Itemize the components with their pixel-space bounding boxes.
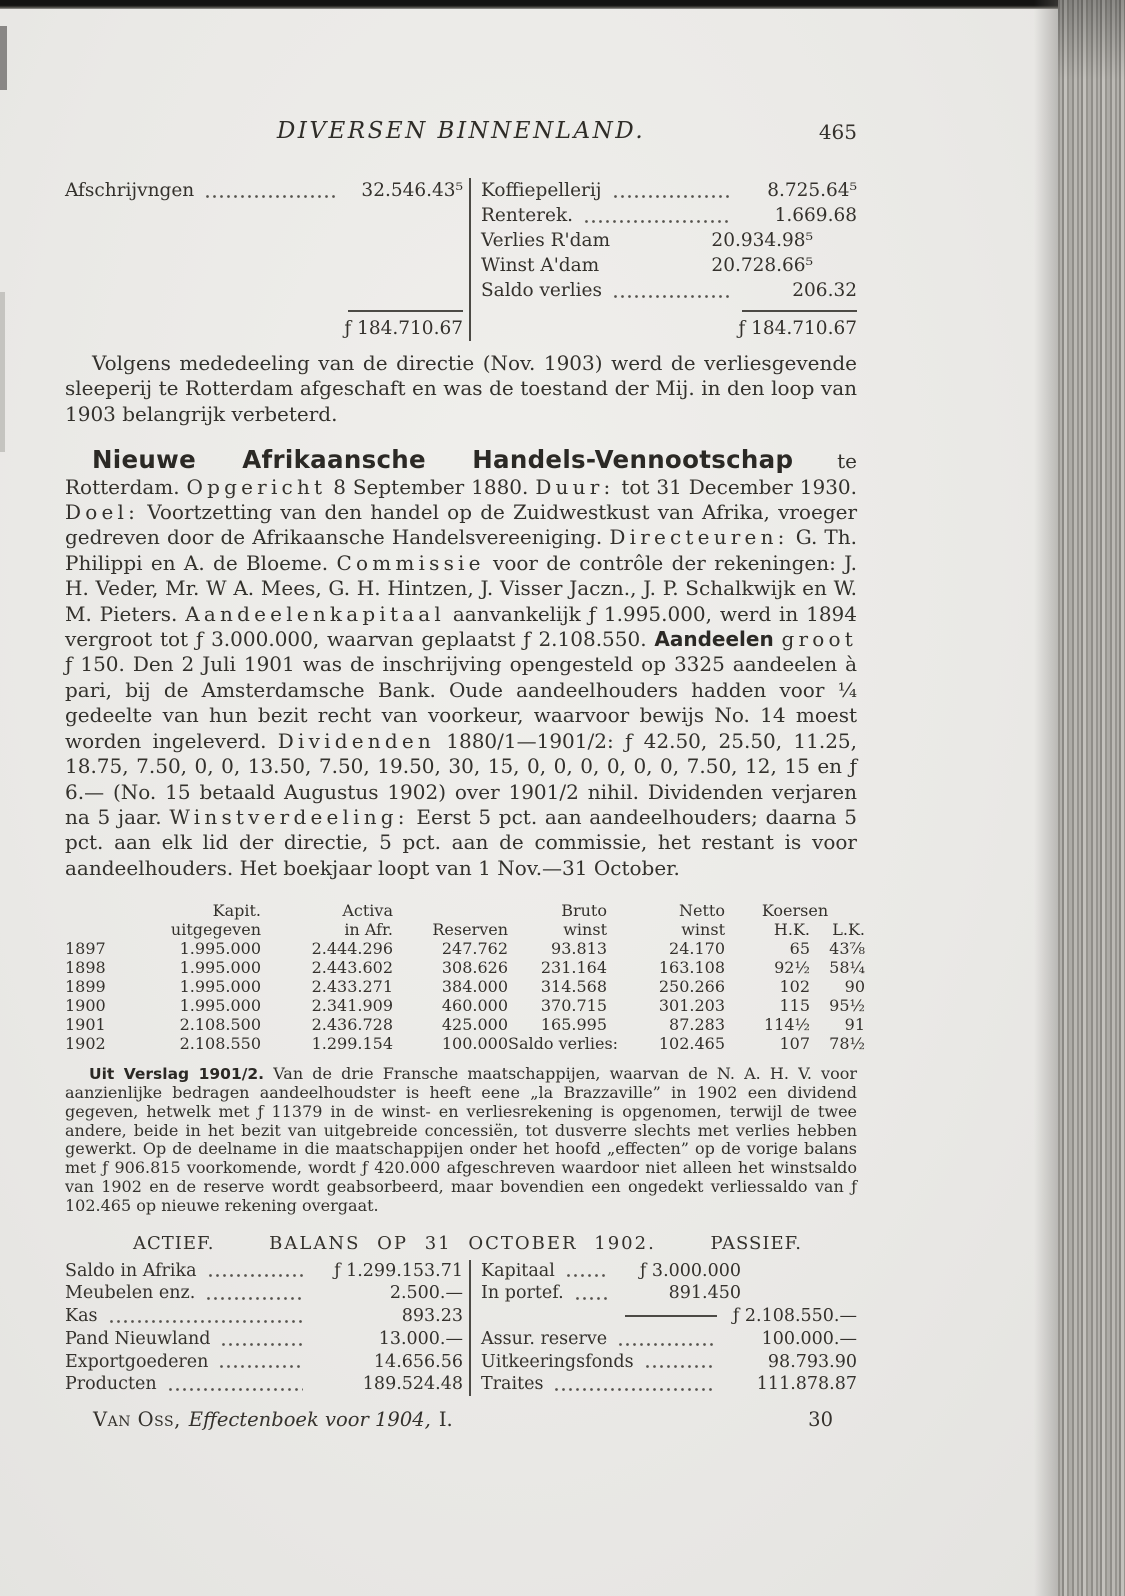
- passief-label: PASSIEF.: [710, 1232, 802, 1254]
- body-text: te Rotterdam.: [65, 449, 857, 499]
- keyword-winstverdeeling: Winstverdeeling:: [169, 804, 409, 829]
- stats-data-row: [65, 958, 865, 977]
- stats-value-cell: 370.715: [540, 996, 607, 1016]
- keyword-duur: Duur:: [535, 474, 615, 499]
- ledger-amount: 189.524.48: [362, 1374, 463, 1395]
- dotted-leader: [585, 220, 729, 223]
- ledger-inner-amount: 891.450: [668, 1283, 741, 1304]
- account-credit-total: [481, 303, 857, 341]
- page-number: 465: [818, 120, 857, 144]
- stats-header-row: [65, 920, 865, 939]
- dotted-leader: [220, 1365, 303, 1368]
- ledger-amount: 111.878.87: [756, 1374, 857, 1395]
- total-amount: ƒ 184.710.67: [344, 318, 463, 339]
- scan-left-mark: [0, 292, 5, 452]
- verslag-text: Van de drie Fransche maatschappijen, waarvan de N. A. H. V. voor aanzienlijke bedragen aandeelhoudster is heeft eene „la Brazzaville” in 1902 een dividend gegeven, hetwelk met ƒ 11379 in de winst- en verliesrekening is opgenomen, terwijl de twee andere, beide in het bezit van uitgebreide concessiën, tot dusverre slechts met verlies hebben gewerkt. Op de deelname in die maatschappijen onder het hoofd „effecten” op de vorige balans met ƒ 906.815 voorkomende, wordt ƒ 420.000 afgeschreven waardoor niet alleen het winstsaldo van 1902 en de reserve wordt geabsorbeerd, maar bovendien een ongedekt verliessaldo van ƒ 102.465 op nieuwe rekening overgaat.: [65, 1064, 857, 1215]
- ledger-row: [481, 178, 857, 203]
- ledger-row: [481, 1305, 857, 1328]
- ledger-label: Saldo verlies: [481, 280, 602, 301]
- ledger-amount: 1.669.68: [774, 205, 857, 226]
- body-text: voor de contrôle der rekeningen: J. H. Veder, Mr. W A. Mees, G. H. Hintzen, J. Visser Jaczn., J. P. Schalkwijk en W. M. Pieters.: [65, 550, 858, 626]
- ledger-row: [481, 1260, 857, 1283]
- keyword-dividenden: Dividenden: [277, 728, 435, 753]
- stats-header-cell: Activa: [342, 901, 393, 921]
- dotted-leader: [206, 195, 335, 198]
- stats-value-cell: 65: [789, 939, 810, 959]
- keyword-commissie: Commissie: [336, 550, 485, 575]
- balance-actief-column: [65, 1260, 471, 1397]
- directie-note-paragraph: Volgens mededeeling van de directie (Nov. 1903) werd de verliesgevende sleeperij te Rotterdam afgeschaft en was de toestand der Mij. in den loop van 1903 belangrijk verbeterd.: [65, 351, 857, 426]
- ledger-amount: 14.656.56: [373, 1351, 463, 1372]
- stats-year-cell: 1902: [65, 1034, 106, 1054]
- stats-value-cell: 115: [779, 996, 810, 1016]
- ledger-row: [481, 253, 857, 278]
- stats-value-cell: 231.164: [540, 958, 607, 978]
- stats-header-cell: L.K.: [832, 920, 866, 940]
- keyword-aandeelenkapitaal: Aandeelenkapitaal: [185, 601, 446, 626]
- ledger-row: [481, 1328, 857, 1351]
- stats-value-cell: 301.203: [658, 996, 725, 1016]
- ledger-label: In portef.: [481, 1283, 564, 1304]
- ledger-label: Saldo in Afrika: [65, 1260, 197, 1281]
- dotted-leader: [646, 1365, 715, 1368]
- ledger-amount: 100.000.—: [761, 1328, 857, 1349]
- stats-value-cell: 1.995.000: [179, 977, 261, 997]
- actief-label: ACTIEF.: [133, 1232, 215, 1254]
- ledger-label: Kapitaal: [481, 1260, 555, 1281]
- stats-value-cell: 247.762: [441, 939, 508, 959]
- body-text: 1880/1—1901/2: ƒ 42.50, 25.50, 11.25, 18.75, 7.50, 0, 0, 13.50, 7.50, 19.50, 30, 15, 0, 0, 0, 0, 0, 0, 7.50, 12, 15 en ƒ 6.— (No. 15 betaald Augustus 1902) over 1901/2 nihil. Dividenden verjaren na 5 jaar.: [65, 728, 858, 829]
- stats-header-cell: [65, 920, 113, 939]
- ledger-inner-amount: ƒ 3.000.000: [639, 1260, 741, 1281]
- stats-header-cell: Netto: [679, 901, 725, 921]
- account-credit-column: [471, 178, 857, 341]
- ledger-row: [481, 1282, 857, 1305]
- stats-value-cell: 1.299.154: [311, 1034, 393, 1054]
- stats-value-cell: 2.108.550: [179, 1034, 261, 1054]
- ledger-row: [481, 1351, 857, 1374]
- stats-value-cell: 102: [779, 977, 810, 997]
- stats-value-cell: 92½: [774, 958, 810, 978]
- stats-year-cell: 1899: [65, 977, 106, 997]
- dotted-leader: [222, 1343, 303, 1346]
- stats-data-row: [65, 1034, 865, 1053]
- stats-header-cell: Kapit.: [212, 901, 261, 921]
- stats-value-cell: 102.465: [658, 1034, 725, 1054]
- dotted-leader: [614, 295, 729, 298]
- ledger-amount: 8.725.64⁵: [767, 180, 857, 201]
- sum-dash-rule: [625, 1315, 717, 1317]
- stats-header-row: [65, 901, 865, 920]
- ledger-amount: 206.32: [792, 280, 857, 301]
- type-area: [65, 0, 866, 1432]
- ledger-row: [481, 228, 857, 253]
- ledger-mid-amount: 20.934.98⁵: [711, 230, 813, 251]
- stats-value-cell: 1.995.000: [179, 996, 261, 1016]
- page-title: DIVERSEN BINNENLAND.: [276, 118, 646, 144]
- stats-header-cell: winst: [681, 920, 725, 940]
- stats-header-cell: winst: [563, 920, 607, 940]
- ledger-label: Renterek.: [481, 205, 574, 226]
- ledger-label: Uitkeeringsfonds: [481, 1351, 634, 1372]
- stats-value-cell: 24.170: [669, 939, 725, 959]
- signature-number: 30: [808, 1408, 833, 1432]
- stats-value-cell: 250.266: [658, 977, 725, 997]
- dotted-leader: [576, 1297, 609, 1300]
- stats-value-cell: 93.813: [551, 939, 607, 959]
- account-debit-rows: [65, 178, 463, 203]
- stats-value-cell: 43⅞: [829, 939, 866, 959]
- ledger-row: [65, 1260, 463, 1283]
- stats-value-cell: 2.433.271: [311, 977, 393, 997]
- stats-value-cell: 308.626: [441, 958, 508, 978]
- page-edge-shadow: [1034, 0, 1058, 1596]
- ledger-label: Kas: [65, 1306, 98, 1327]
- total-amount: ƒ 184.710.67: [738, 318, 857, 339]
- stats-value-cell: 425.000: [441, 1015, 508, 1035]
- balance-title: BALANS OP 31 OCTOBER 1902.: [269, 1232, 656, 1254]
- stats-data-row: [65, 1015, 865, 1034]
- ledger-row: [481, 278, 857, 303]
- company-name: Nieuwe Afrikaansche Handels-Vennootschap: [92, 445, 794, 475]
- ledger-label: Assur. reserve: [481, 1328, 608, 1349]
- sum-rule: [742, 310, 857, 312]
- body-text: Voortzetting van den handel op de Zuidwestkust van Afrika, vroeger gedreven door de Afrikaansche Handelsvereeniging.: [65, 500, 858, 550]
- body-text: aanvankelijk ƒ 1.995.000, werd in 1894 vergroot tot ƒ 3.000.000, waarvan geplaatst ƒ 2.108.550.: [65, 601, 858, 652]
- keyword-aandeelen: Aandeelen: [654, 627, 774, 652]
- stats-header-cell: H.K.: [773, 920, 810, 940]
- book-footer: [65, 1408, 857, 1431]
- profit-loss-account: [65, 178, 857, 341]
- dotted-leader: [567, 1274, 609, 1277]
- ledger-label: Producten: [65, 1374, 157, 1395]
- ledger-amount: 32.546.43⁵: [361, 180, 463, 201]
- dotted-leader: [207, 1297, 303, 1300]
- ledger-label: Pand Nieuwland: [65, 1328, 211, 1349]
- balance-header: [65, 1232, 857, 1256]
- stats-value-cell: 2.108.500: [179, 1015, 261, 1035]
- stats-value-cell: 100.000: [441, 1034, 508, 1054]
- ledger-row: [65, 1305, 463, 1328]
- stats-year-cell: 1897: [65, 939, 106, 959]
- stats-value-cell: 2.444.296: [311, 939, 393, 959]
- ledger-row: [65, 1373, 463, 1396]
- ledger-amount: 13.000.—: [378, 1328, 463, 1349]
- stats-value-cell: 163.108: [658, 958, 725, 978]
- dotted-leader: [619, 1343, 715, 1346]
- stats-value-cell: 114½: [763, 1015, 810, 1035]
- stats-value-cell: 384.000: [441, 977, 508, 997]
- account-debit-total: [65, 303, 463, 341]
- author-name: Van Oss,: [93, 1408, 181, 1432]
- keyword-opgericht: Opgericht: [186, 474, 327, 499]
- stats-header-cell: uitgegeven: [170, 920, 261, 940]
- body-text: 8 September 1880.: [333, 474, 529, 499]
- stats-value-cell: 2.436.728: [311, 1015, 393, 1035]
- body-text: Eerst 5 pct. aan aandeelhouders; daarna 5 pct. aan elk lid der directie, 5 pct. aan de commissie, het restant is voor aandeelhouders. Het boekjaar loopt van 1 Nov.—31 October.: [65, 804, 858, 880]
- stats-year-cell: 1898: [65, 958, 106, 978]
- body-text: ƒ 150. Den 2 Juli 1901 was de inschrijving opengesteld op 3325 aandeelen à pari, bij de Amsterdamsche Bank. Oude aandeelhouders hadden voor ¼ gedeelte van hun bezit recht van voorkeur, waarvoor bewijs No. 14 moest worden ingeleverd.: [65, 652, 857, 753]
- stats-value-cell: Saldo verlies:: [508, 1034, 619, 1054]
- stats-value-cell: 87.283: [669, 1015, 725, 1035]
- balance-passief-column: [471, 1260, 857, 1397]
- stats-data-row: [65, 996, 865, 1015]
- ledger-label: Traites: [481, 1374, 544, 1395]
- stats-year-cell: 1901: [65, 1015, 106, 1035]
- balance-sheet: [65, 1260, 857, 1397]
- ledger-row: [65, 1328, 463, 1351]
- book-page-edges: [1058, 0, 1125, 1596]
- spacer: [65, 203, 463, 303]
- stats-value-cell: 58¼: [829, 958, 866, 978]
- stats-year-cell: 1900: [65, 996, 106, 1016]
- stats-header-cell: in Afr.: [344, 920, 393, 940]
- keyword-doel: Doel:: [65, 500, 140, 525]
- stats-header-cell: Koersen: [761, 901, 829, 921]
- ledger-label: Meubelen enz.: [65, 1283, 196, 1304]
- ledger-label: Koffiepellerij: [481, 180, 602, 201]
- stats-value-cell: 95½: [829, 996, 866, 1016]
- ledger-amount: 893.23: [401, 1306, 463, 1327]
- yearly-statistics-table: [65, 901, 865, 1053]
- verslag-lead: Uit Verslag 1901/2.: [89, 1065, 265, 1084]
- ledger-label: Winst A'dam: [481, 255, 600, 276]
- stats-value-cell: 91: [844, 1015, 866, 1035]
- account-debit-column: [65, 178, 471, 341]
- ledger-row: [65, 1351, 463, 1374]
- body-text: tot 31 December 1930.: [621, 474, 857, 499]
- stats-value-cell: 2.341.909: [311, 996, 393, 1016]
- body-text: G. Th. Philippi en A. de Bloeme.: [65, 525, 858, 575]
- stats-header-cell: Reserven: [432, 920, 508, 940]
- stats-header-cell: [65, 901, 113, 920]
- company-paragraph: [65, 447, 857, 881]
- volume-number: I.: [438, 1408, 453, 1432]
- ledger-row: [65, 178, 463, 203]
- ledger-amount: 2.500.—: [389, 1283, 463, 1304]
- stats-value-cell: 2.443.602: [311, 958, 393, 978]
- ledger-amount: ƒ 1.299.153.71: [334, 1260, 463, 1281]
- keyword-directeuren: Directeuren:: [609, 525, 789, 550]
- stats-value-cell: 90: [844, 977, 866, 997]
- ledger-amount: 98.793.90: [767, 1351, 857, 1372]
- book-title: Effectenboek voor 1904,: [188, 1408, 431, 1432]
- stats-value-cell: 107: [779, 1034, 810, 1054]
- stats-value-cell: 314.568: [540, 977, 607, 997]
- stats-value-cell: 1.995.000: [179, 958, 261, 978]
- dotted-leader: [169, 1388, 303, 1391]
- stats-value-cell: 460.000: [441, 996, 508, 1016]
- stats-header-cell: [393, 901, 508, 920]
- ledger-row: [481, 203, 857, 228]
- keyword-groot: groot: [781, 627, 857, 652]
- account-credit-rows: [481, 178, 857, 303]
- footer-author: [93, 1408, 181, 1431]
- verslag-paragraph: [65, 1065, 857, 1215]
- ledger-amount: ƒ 2.108.550.—: [732, 1306, 857, 1327]
- ledger-label: Verlies R'dam: [481, 230, 611, 251]
- ledger-label: Afschrijvngen: [65, 180, 195, 201]
- dotted-leader: [209, 1274, 303, 1277]
- stats-value-cell: 1.995.000: [179, 939, 261, 959]
- ledger-row: [481, 1373, 857, 1396]
- dotted-leader: [614, 195, 729, 198]
- stats-value-cell: 165.995: [540, 1015, 607, 1035]
- ledger-mid-amount: 20.728.66⁵: [711, 255, 813, 276]
- stats-data-row: [65, 977, 865, 996]
- dotted-leader: [110, 1320, 304, 1323]
- sum-rule: [348, 310, 463, 312]
- running-head: [65, 118, 857, 152]
- dotted-leader: [555, 1388, 715, 1391]
- stats-header-cell: Bruto: [561, 901, 607, 921]
- scan-left-mark: [0, 26, 7, 90]
- stats-data-row: [65, 939, 865, 958]
- stats-value-cell: 78½: [829, 1034, 866, 1054]
- ledger-row: [65, 1282, 463, 1305]
- ledger-label: Exportgoederen: [65, 1351, 209, 1372]
